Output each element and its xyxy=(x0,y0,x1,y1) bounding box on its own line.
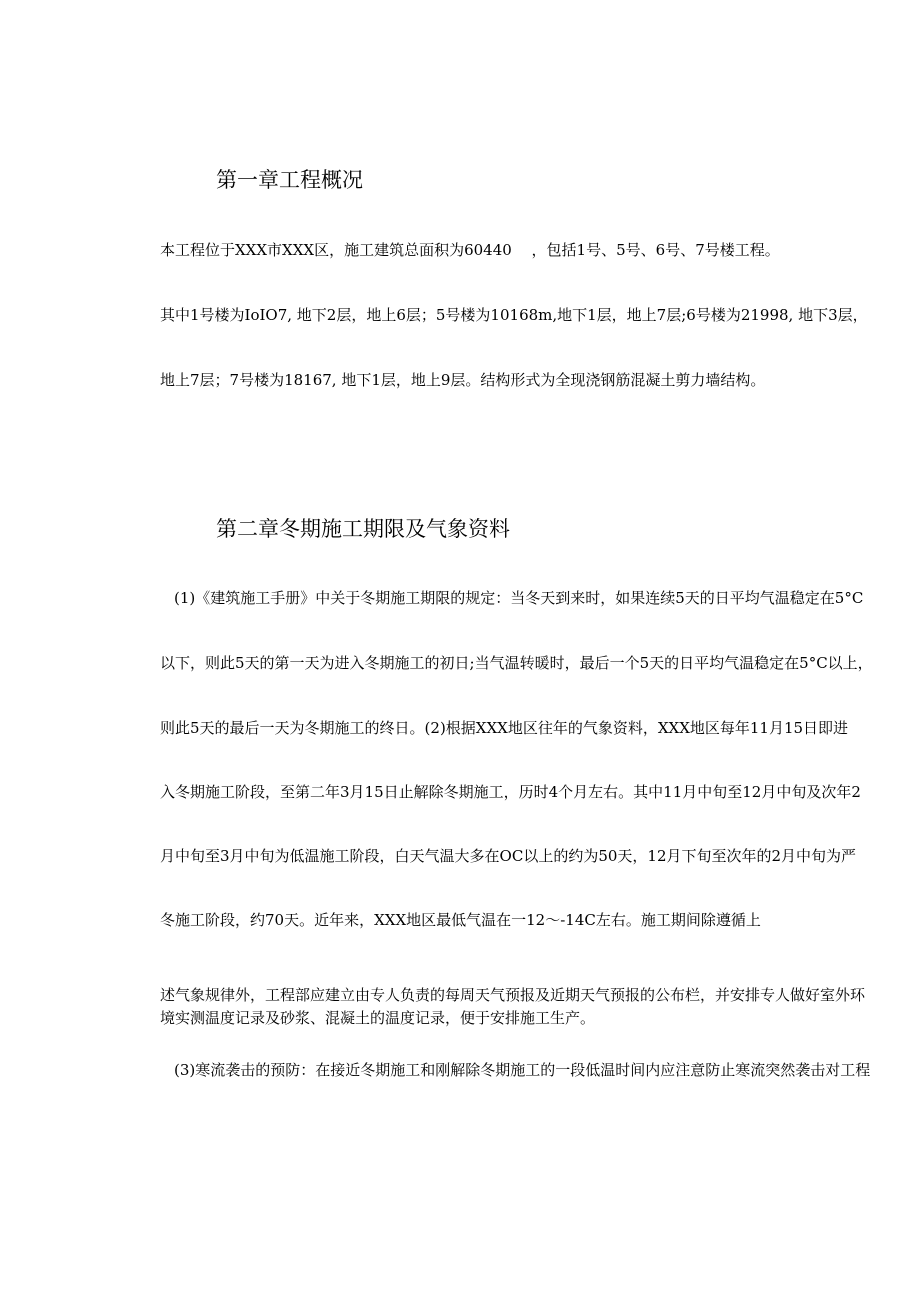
chapter-2-line-1: (1)《建筑施工手册》中关于冬期施工期限的规定：当冬天到来时，如果连续5天的日平均气温稳定在5°C xyxy=(174,589,864,607)
chapter-2-line-7: 述气象规律外，工程部应建立由专人负责的每周天气预报及近期天气预报的公布栏，并安排专人做好室外环 xyxy=(160,986,866,1004)
chapter-1-line-3: 地上7层；7号楼为18167, 地下1层，地上9层。结构形式为全现浇钢筋混凝土剪力墙结构。 xyxy=(160,371,766,389)
chapter-2-line-6: 冬施工阶段，约70天。近年来，XXX地区最低气温在一12～-14C左右。施工期间除遵循上 xyxy=(160,911,761,929)
chapter-1-title: 第一章工程概况 xyxy=(216,168,363,192)
chapter-2-line-4: 入冬期施工阶段，至第二年3月15日止解除冬期施工，历时4个月左右。其中11月中旬至12月中旬及次年2 xyxy=(160,783,861,801)
chapter-2-line-8: 境实测温度记录及砂浆、混凝土的温度记录，便于安排施工生产。 xyxy=(160,1009,596,1027)
chapter-1-line-2: 其中1号楼为IoIO7, 地下2层，地上6层；5号楼为10168m,地下1层，地上7层;6号楼为21998, 地下3层， xyxy=(160,306,868,324)
chapter-2-line-9: (3)寒流袭击的预防：在接近冬期施工和刚解除冬期施工的一段低温时间内应注意防止寒流突然袭击对工程 xyxy=(174,1061,871,1079)
chapter-2-line-2: 以下，则此5天的第一天为进入冬期施工的初日;当气温转暖时，最后一个5天的日平均气温稳定在5°C以上， xyxy=(160,654,873,672)
chapter-2-line-3: 则此5天的最后一天为冬期施工的终日。(2)根据XXX地区往年的气象资料，XXX地区每年11月15日即进 xyxy=(160,719,849,737)
chapter-2-line-5: 月中旬至3月中旬为低温施工阶段，白天气温大多在OC以上的约为50天，12月下旬至次年的2月中旬为严 xyxy=(160,847,857,865)
chapter-2-title: 第二章冬期施工期限及气象资料 xyxy=(216,517,510,541)
chapter-1-line-1: 本工程位于XXX市XXX区，施工建筑总面积为60440 ，包括1号、5号、6号、7号楼工程。 xyxy=(160,241,780,259)
